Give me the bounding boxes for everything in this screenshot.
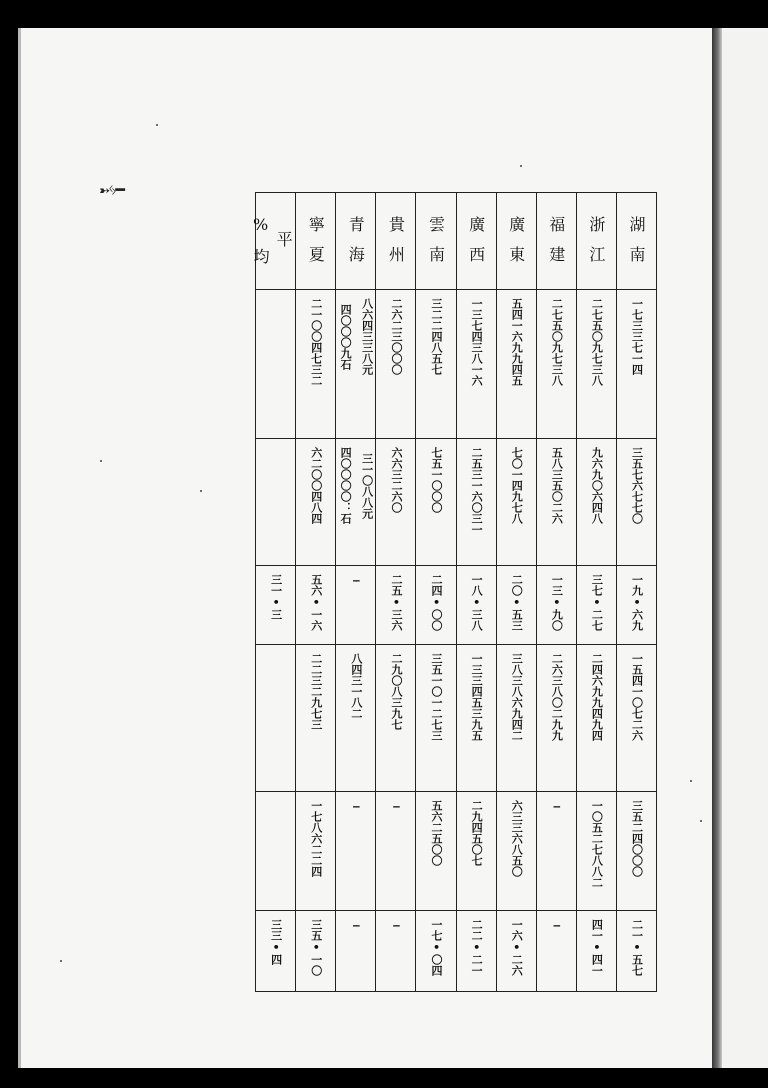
value-text: — bbox=[349, 800, 363, 813]
value-cell bbox=[456, 645, 496, 792]
value-cell bbox=[376, 290, 416, 439]
value-text: 八六四三三八元 bbox=[360, 298, 374, 375]
value-text: 二四•〇〇 bbox=[430, 574, 444, 631]
value-text: — bbox=[550, 800, 564, 813]
value-text: 三八三八六九四二 bbox=[510, 653, 524, 741]
value-cell bbox=[536, 792, 576, 911]
value-text: 一三七四三八一六 bbox=[470, 298, 484, 386]
value-cell bbox=[536, 566, 576, 645]
value-text: 一三三四五三九五 bbox=[470, 653, 484, 741]
value-cell bbox=[496, 566, 536, 645]
value-cell bbox=[256, 645, 296, 792]
province-cell bbox=[536, 193, 576, 290]
value-text: 二〇•五三 bbox=[510, 574, 524, 631]
value-cell bbox=[616, 645, 656, 792]
value-row bbox=[256, 645, 657, 792]
value-cell bbox=[256, 911, 296, 992]
value-text: 二六三八〇二九九 bbox=[550, 653, 564, 741]
value-cell bbox=[376, 911, 416, 992]
value-cell bbox=[416, 439, 456, 566]
value-cell bbox=[256, 566, 296, 645]
value-text: — bbox=[389, 800, 403, 813]
value-cell bbox=[296, 645, 336, 792]
value-text: — bbox=[550, 919, 564, 932]
value-text: 一七三三七一四 bbox=[630, 298, 644, 375]
value-text: 三五二四〇〇〇 bbox=[630, 800, 644, 877]
value-text: 九六九〇六四八 bbox=[590, 447, 604, 524]
province-cell bbox=[576, 193, 616, 290]
value-cell bbox=[616, 792, 656, 911]
value-text: 三一•三 bbox=[269, 574, 283, 620]
split-value bbox=[336, 439, 375, 524]
value-cell bbox=[536, 911, 576, 992]
value-cell bbox=[336, 645, 376, 792]
value-text: 三五七六七七〇 bbox=[630, 447, 644, 524]
value-cell bbox=[576, 439, 616, 566]
value-cell bbox=[416, 911, 456, 992]
value-cell bbox=[256, 290, 296, 439]
value-text: 四〇〇〇九石 bbox=[339, 303, 353, 370]
percent-row bbox=[256, 566, 657, 645]
province-cell bbox=[416, 193, 456, 290]
value-cell bbox=[536, 290, 576, 439]
value-cell bbox=[576, 911, 616, 992]
book-spine bbox=[712, 28, 722, 1068]
value-cell bbox=[456, 566, 496, 645]
speck bbox=[700, 820, 702, 822]
value-text: 二七五〇九七三八 bbox=[590, 298, 604, 386]
statistics-table bbox=[251, 192, 657, 984]
province-name: 寧夏 bbox=[306, 216, 326, 276]
province-name: 雲南 bbox=[426, 216, 446, 276]
province-table bbox=[251, 192, 657, 992]
province-cell bbox=[616, 193, 656, 290]
value-cell bbox=[256, 439, 296, 566]
value-cell bbox=[496, 290, 536, 439]
province-name: 廣西 bbox=[466, 216, 486, 276]
province-name: 平均% bbox=[251, 214, 294, 278]
value-cell bbox=[576, 792, 616, 911]
value-cell bbox=[416, 290, 456, 439]
value-text: 六六三二六〇 bbox=[389, 447, 403, 513]
speck bbox=[60, 960, 62, 962]
value-text: 二七五〇九七三八 bbox=[550, 298, 564, 386]
value-cell bbox=[456, 290, 496, 439]
province-cell bbox=[456, 193, 496, 290]
value-cell bbox=[416, 645, 456, 792]
value-text: 三五•一〇 bbox=[309, 919, 323, 976]
speck bbox=[690, 780, 692, 782]
province-name: 貴州 bbox=[386, 216, 406, 276]
value-text: 三七•二七 bbox=[590, 574, 604, 631]
value-text: 二一•五七 bbox=[630, 919, 644, 976]
speck bbox=[100, 460, 102, 462]
value-text: 三五一〇一二七三 bbox=[430, 653, 444, 741]
value-row bbox=[256, 439, 657, 566]
value-cell bbox=[496, 645, 536, 792]
province-cell bbox=[251, 193, 296, 290]
value-cell bbox=[616, 290, 656, 439]
value-text: 一三•九〇 bbox=[550, 574, 564, 631]
speck bbox=[520, 165, 522, 167]
value-cell bbox=[376, 792, 416, 911]
value-row bbox=[256, 290, 657, 439]
value-cell bbox=[456, 439, 496, 566]
value-cell bbox=[376, 645, 416, 792]
value-cell bbox=[616, 439, 656, 566]
speck bbox=[200, 490, 202, 492]
value-text: 六二〇〇四八四 bbox=[309, 447, 323, 524]
value-cell bbox=[296, 290, 336, 439]
value-cell bbox=[256, 792, 296, 911]
margin-mark: ➸ᛃ━ bbox=[100, 180, 123, 199]
value-cell bbox=[296, 566, 336, 645]
value-text: 二五•三六 bbox=[389, 574, 403, 631]
value-cell bbox=[616, 911, 656, 992]
value-text: 二九四五〇七 bbox=[470, 800, 484, 866]
value-cell bbox=[336, 566, 376, 645]
value-cell bbox=[536, 439, 576, 566]
value-text: 一七•〇四 bbox=[430, 919, 444, 976]
value-text: 二五三一六〇三一 bbox=[470, 447, 484, 535]
value-cell bbox=[376, 439, 416, 566]
value-cell bbox=[496, 792, 536, 911]
value-cell bbox=[576, 645, 616, 792]
value-text: — bbox=[349, 919, 363, 932]
value-text: 八四三一八二 bbox=[349, 653, 363, 719]
value-cell bbox=[336, 290, 376, 439]
value-text: 五六二五〇〇 bbox=[430, 800, 444, 866]
value-cell bbox=[296, 439, 336, 566]
value-text: 五四一六九九四五 bbox=[510, 298, 524, 386]
province-name-row bbox=[256, 193, 657, 290]
value-text: 二二•二一 bbox=[470, 919, 484, 976]
value-text: 六三三六八五〇 bbox=[510, 800, 524, 877]
value-text: 二六二三〇〇〇 bbox=[389, 298, 403, 375]
value-cell bbox=[336, 792, 376, 911]
value-text: 五六•一六 bbox=[309, 574, 323, 631]
value-cell bbox=[576, 290, 616, 439]
value-text: 一九•六九 bbox=[630, 574, 644, 631]
value-text: 一五四一〇七二六 bbox=[630, 653, 644, 741]
value-cell bbox=[616, 566, 656, 645]
value-cell bbox=[456, 792, 496, 911]
value-cell bbox=[536, 645, 576, 792]
value-text: 七五一〇〇〇 bbox=[430, 447, 444, 513]
value-text: 二九〇八三九七 bbox=[389, 653, 403, 730]
value-cell bbox=[376, 566, 416, 645]
value-cell bbox=[296, 911, 336, 992]
value-text: 五八三五〇二六 bbox=[550, 447, 564, 524]
province-name: 湖南 bbox=[626, 216, 646, 276]
adjacent-page-edge bbox=[722, 28, 768, 1068]
value-cell bbox=[456, 911, 496, 992]
value-text: — bbox=[349, 574, 363, 587]
value-cell bbox=[416, 566, 456, 645]
province-cell bbox=[336, 193, 376, 290]
split-value bbox=[336, 290, 375, 375]
value-text: 二四六九九四九四 bbox=[590, 653, 604, 741]
value-cell bbox=[496, 911, 536, 992]
value-text: 三一〇八八元 bbox=[360, 452, 374, 519]
value-cell bbox=[296, 792, 336, 911]
percent-row bbox=[256, 911, 657, 992]
province-name: 浙江 bbox=[586, 216, 606, 276]
value-cell bbox=[576, 566, 616, 645]
value-text: 四一•四一 bbox=[590, 919, 604, 976]
value-text: 四〇〇〇〇：石 bbox=[339, 447, 353, 524]
province-name: 福建 bbox=[546, 216, 566, 276]
value-row bbox=[256, 792, 657, 911]
value-cell bbox=[336, 439, 376, 566]
value-text: 一八•三八 bbox=[470, 574, 484, 631]
value-text: 三二二四八五七 bbox=[430, 298, 444, 375]
province-cell bbox=[296, 193, 336, 290]
value-cell bbox=[416, 792, 456, 911]
value-text: 三三•四 bbox=[269, 919, 283, 965]
speck bbox=[156, 124, 158, 126]
province-cell bbox=[376, 193, 416, 290]
value-text: 二二三二九七三 bbox=[309, 653, 323, 730]
province-name: 青海 bbox=[346, 216, 366, 276]
value-text: 七〇一四九七八 bbox=[510, 447, 524, 524]
value-text: 二一〇〇四七三二 bbox=[309, 298, 323, 386]
value-text: 一〇五二七八八二 bbox=[590, 800, 604, 888]
province-name: 廣東 bbox=[506, 216, 526, 276]
province-cell bbox=[496, 193, 536, 290]
value-text: 一六•二六 bbox=[510, 919, 524, 976]
value-cell bbox=[336, 911, 376, 992]
value-text: — bbox=[389, 919, 403, 932]
value-cell bbox=[496, 439, 536, 566]
value-text: 一七八六二二四 bbox=[309, 800, 323, 877]
